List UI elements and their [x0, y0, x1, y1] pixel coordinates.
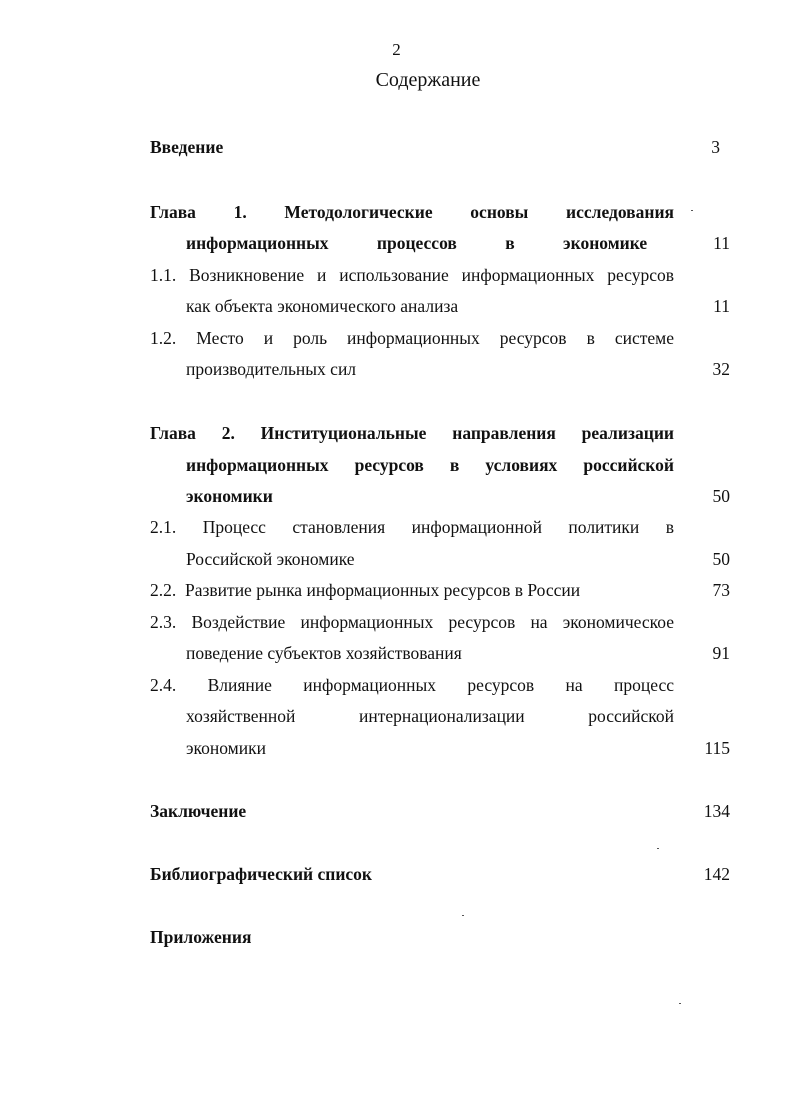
- toc-s21-page: 50: [712, 549, 730, 569]
- toc-ch2-line-2: информационных ресурсов в условиях российской: [186, 455, 674, 475]
- toc-s22-page: 73: [712, 580, 730, 600]
- page-title: Содержание: [375, 69, 481, 91]
- toc-s12-line-1: 1.2. Место и роль информационных ресурсов в системе: [150, 328, 674, 348]
- toc-ch1-line-1: Глава 1. Методологические основы исследования: [150, 202, 674, 222]
- toc-s11-page: 11: [713, 296, 730, 316]
- toc-s21-line-1: 2.1. Процесс становления информационной политики в: [150, 517, 674, 537]
- toc-s12-line-2: производительных сил: [186, 359, 357, 379]
- scan-speck: [691, 210, 693, 211]
- scan-speck: [462, 915, 464, 916]
- toc-intro-page: 3: [711, 137, 720, 157]
- toc-s11-line-2: как объекта экономического анализа: [186, 296, 459, 316]
- toc-s24-page: 115: [704, 738, 730, 758]
- toc-s12-page: 32: [712, 359, 730, 379]
- toc-intro-label: Введение: [150, 137, 224, 157]
- toc-bibliography-label: Библиографический список: [150, 864, 373, 884]
- toc-s23-line-1: 2.3. Воздействие информационных ресурсов на экономическое: [150, 612, 674, 632]
- scan-speck: [657, 848, 659, 849]
- toc-ch2-line-1: Глава 2. Институциональные направления реализации: [150, 423, 674, 443]
- toc-conclusion-label: Заключение: [150, 801, 247, 821]
- toc-ch1-line-2: информационных процессов в экономике: [186, 233, 648, 253]
- toc-s23-line-2: поведение субъектов хозяйствования: [186, 643, 462, 663]
- toc-bibliography-page: 142: [703, 864, 730, 884]
- toc-conclusion-page: 134: [703, 801, 730, 821]
- toc-ch2-page: 50: [712, 486, 730, 506]
- toc-ch1-page: 11: [713, 233, 730, 253]
- toc-s22-line-1: 2.2. Развитие рынка информационных ресурсов в России: [150, 580, 581, 600]
- page-number: 2: [392, 40, 401, 59]
- toc-s21-line-2: Российской экономике: [186, 549, 355, 569]
- toc-s24-line-2: хозяйственной интернационализации российской: [186, 706, 674, 726]
- toc-s24-line-1: 2.4. Влияние информационных ресурсов на процесс: [150, 675, 674, 695]
- toc-s24-line-3: экономики: [186, 738, 266, 758]
- toc-appendices-label: Приложения: [150, 927, 252, 947]
- scan-speck: [679, 1003, 681, 1004]
- toc-s23-page: 91: [712, 643, 730, 663]
- toc-ch2-line-3: экономики: [186, 486, 273, 506]
- toc-s11-line-1: 1.1. Возникновение и использование информационных ресурсов: [150, 265, 674, 285]
